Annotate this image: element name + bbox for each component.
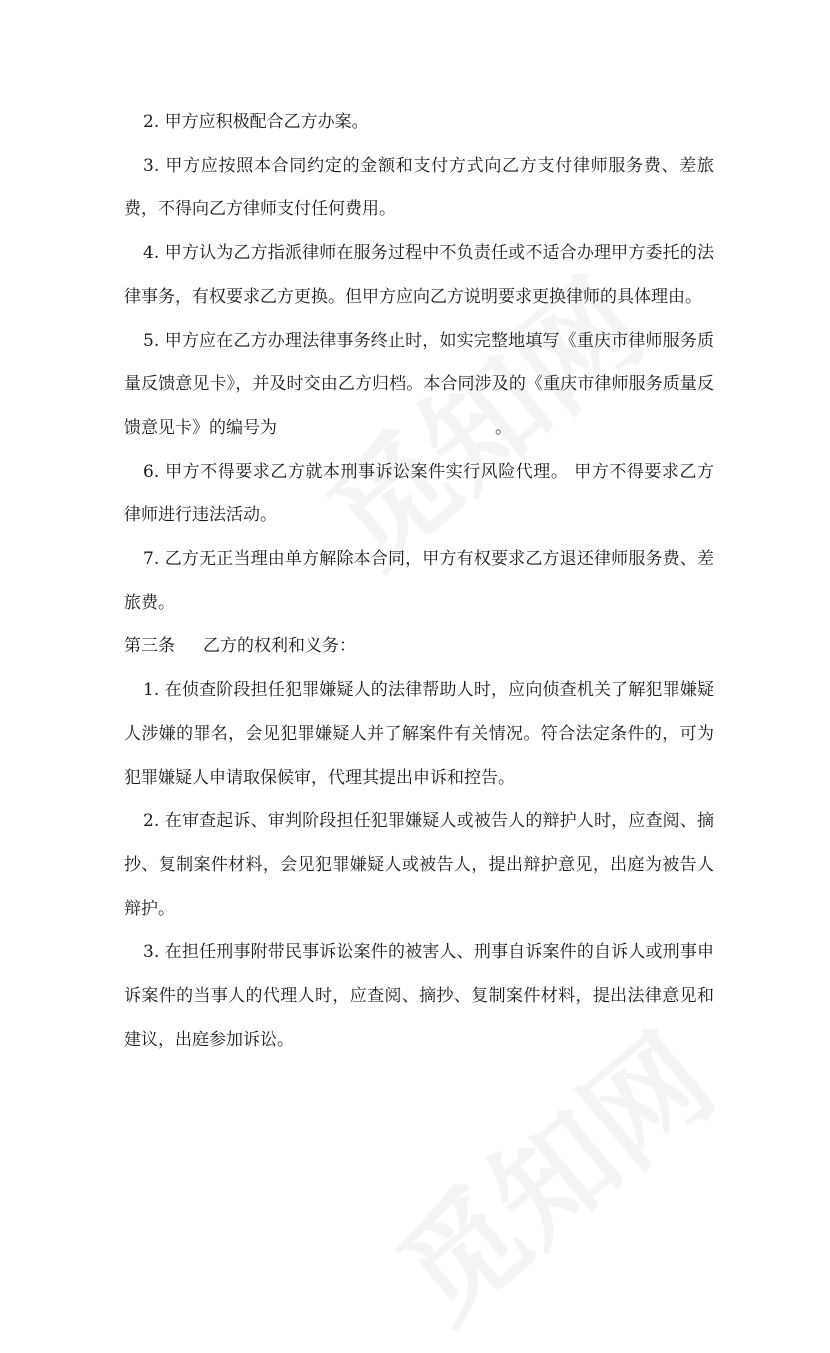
clause-item-5 — [124, 320, 714, 451]
duty-item-1: 1. 在侦查阶段担任犯罪嫌疑人的法律帮助人时，应向侦查机关了解犯罪嫌疑人涉嫌的罪名，会见犯罪嫌疑人并了解案件有关情况。符合法定条件的，可为犯罪嫌疑人申请取保候审，代理其提出申诉和控告。 — [124, 680, 714, 788]
clause-item-6: 6. 甲方不得要求乙方就本刑事诉讼案件实行风险代理。 甲方不得要求乙方律师进行违法活动。 — [124, 461, 714, 526]
clause-item-4: 4. 甲方认为乙方指派律师在服务过程中不负责任或不适合办理甲方委托的法律事务，有权要求乙方更换。但甲方应向乙方说明要求更换律师的具体理由。 — [124, 243, 714, 307]
clause-item-7: 7. 乙方无正当理由单方解除本合同，甲方有权要求乙方退还律师服务费、差旅费。 — [124, 549, 714, 613]
clause-item-5-end: 。 — [495, 417, 512, 438]
duty-item-3: 3. 在担任刑事附带民事诉讼案件的被害人、刑事自诉案件的自诉人或刑事申诉案件的当事人的代理人时，应查阅、摘抄、复制案件材料，提出法律意见和建议，出庭参加诉讼。 — [124, 942, 714, 1050]
section-heading — [124, 625, 714, 669]
duty-item-2: 2. 在审查起诉、审判阶段担任犯罪嫌疑人或被告人的辩护人时，应查阅、摘抄、复制案件材料，会见犯罪嫌疑人或被告人，提出辩护意见，出庭为被告人辩护。 — [124, 811, 714, 919]
section-number: 第三条 — [124, 636, 175, 657]
document-body — [124, 101, 714, 1062]
clause-item-2: 2. 甲方应积极配合乙方办案。 — [143, 112, 369, 132]
clause-item-3: 3. 甲方应按照本合同约定的金额和支付方式向乙方支付律师服务费、差旅费，不得向乙方律师支付任何费用。 — [124, 155, 714, 220]
clause-item-5-text: 5. 甲方应在乙方办理法律事务终止时，如实完整地填写《重庆市律师服务质量反馈意见卡》，并及时交由乙方归档。本合同涉及的《重庆市律师服务质量反馈意见卡》的编号为 — [124, 330, 714, 438]
section-title: 乙方的权利和义务： — [203, 636, 356, 657]
